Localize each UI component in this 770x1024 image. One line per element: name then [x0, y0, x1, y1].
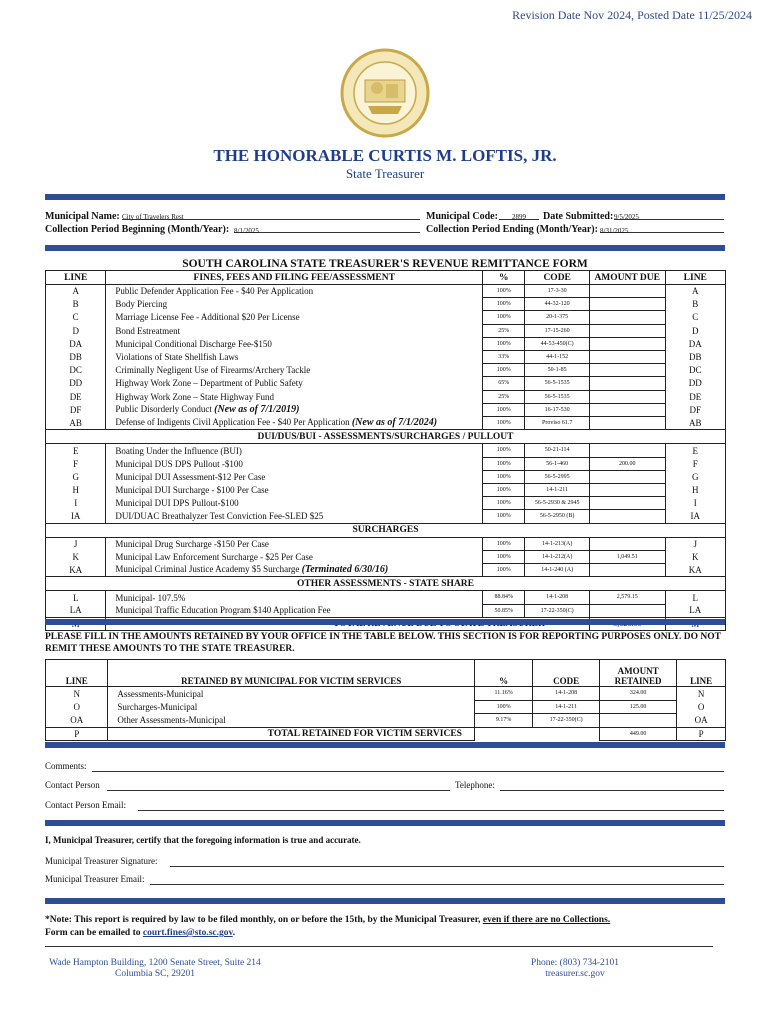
table-row	[46, 337, 726, 350]
line-id: L	[665, 591, 725, 604]
fee-code: Proviso 61.7	[525, 416, 589, 430]
line-id: I	[665, 497, 725, 510]
certification-statement: I, Municipal Treasurer, certify that the foregoing information is true and accurate.	[45, 835, 361, 845]
amount-due-field[interactable]	[589, 537, 665, 550]
fee-description-text: Highway Work Zone – Department of Public Safety	[115, 378, 303, 389]
column-header: %	[474, 660, 532, 687]
line-id: IA	[46, 510, 106, 523]
line-id: OA	[46, 714, 108, 728]
fee-description-text: Highway Work Zone – State Highway Fund	[115, 391, 274, 402]
fee-description	[106, 550, 483, 563]
line-id: D	[665, 324, 725, 337]
section-header: OTHER ASSESSMENTS - STATE SHARE	[46, 577, 726, 591]
line-id: F	[665, 457, 725, 470]
column-header: AMOUNT DUE	[589, 271, 665, 285]
line-id: L	[46, 591, 106, 604]
amount-due-field[interactable]: 2,579.15	[589, 591, 665, 604]
divider-bar	[45, 742, 725, 748]
divider-bar	[45, 820, 725, 826]
fee-percent: 100%	[483, 470, 525, 483]
fee-description-text: Body Piercing	[115, 299, 168, 310]
table-row	[46, 483, 726, 496]
fee-code: 14-1-212(A)	[525, 550, 589, 563]
fee-note: (Terminated 6/30/16)	[301, 564, 389, 576]
line-id: C	[46, 311, 106, 324]
line-id: DB	[665, 350, 725, 363]
table-row	[46, 714, 726, 728]
telephone-field[interactable]	[500, 781, 724, 791]
fee-code: 14-1-213(A)	[525, 537, 589, 550]
victim-code: 17-22-350(C)	[533, 714, 599, 728]
fee-code: 17-15-260	[525, 324, 589, 337]
fee-description	[106, 285, 483, 298]
table-row	[46, 497, 726, 510]
fee-description-text: Municipal- 107.5%	[115, 592, 186, 603]
treasurer-email-label: Municipal Treasurer Email:	[45, 874, 145, 884]
page-title: THE HONORABLE CURTIS M. LOFTIS, JR.	[213, 146, 557, 165]
fee-code: 44-53-450(C)	[525, 337, 589, 350]
fee-description	[106, 390, 483, 403]
signature-field[interactable]	[170, 857, 724, 867]
table-row	[46, 700, 726, 714]
victim-percent: 100%	[474, 700, 532, 714]
table-row	[46, 563, 726, 577]
fee-description-text: Bond Estreatment	[115, 325, 181, 336]
amount-due-field[interactable]	[589, 403, 665, 416]
fee-note: (New as of 7/1/2019)	[214, 404, 300, 416]
footer-website: treasurer.sc.gov	[545, 969, 605, 979]
table-row	[46, 604, 726, 617]
amount-due-field[interactable]	[589, 350, 665, 363]
fee-description-text: Municipal DUI DPS Pullout-$100	[115, 498, 239, 509]
section-header: DUI/DUS/BUI - ASSESSMENTS/SURCHARGES / PULLOUT	[46, 430, 726, 444]
amount-due-field[interactable]	[589, 510, 665, 523]
victim-total-label: TOTAL RETAINED FOR VICTIM SERVICES	[108, 727, 475, 741]
divider-bar	[45, 898, 725, 904]
fee-description-text: Municipal DUS DPS Pullout -$100	[115, 458, 243, 469]
column-header: RETAINED BY MUNICIPAL FOR VICTIM SERVICES	[108, 660, 475, 687]
line-id: LA	[46, 604, 106, 617]
amount-retained-field[interactable]: 324.00	[599, 687, 677, 701]
amount-due-field[interactable]	[589, 563, 665, 577]
collection-begin-label: Collection Period Beginning (Month/Year):	[45, 224, 230, 235]
column-header: %	[483, 271, 525, 285]
fee-description	[106, 470, 483, 483]
line-id: G	[665, 470, 725, 483]
fee-percent: 33%	[483, 350, 525, 363]
line-id: J	[665, 537, 725, 550]
page-subtitle: State Treasurer	[345, 166, 425, 181]
line-id: E	[665, 444, 725, 457]
amount-due-field[interactable]	[589, 311, 665, 324]
amount-due-field[interactable]: 200.00	[589, 457, 665, 470]
fee-percent: 100%	[483, 364, 525, 377]
footer-divider	[45, 946, 713, 947]
fee-percent: 100%	[483, 510, 525, 523]
fee-description-text: Municipal Conditional Discharge Fee-$150	[115, 338, 272, 349]
table-row	[46, 298, 726, 311]
collection-end-field[interactable]: 8/31/2025	[600, 220, 724, 233]
fee-percent: 100%	[483, 537, 525, 550]
municipal-code-field[interactable]: 2899	[499, 206, 539, 220]
fee-code: 14-1-240 (A)	[525, 563, 589, 577]
fee-description	[106, 364, 483, 377]
section-header: SURCHARGES	[46, 523, 726, 537]
fee-description-text: DUI/DUAC Breathalyzer Test Conviction Fee-SLED $25	[115, 511, 324, 522]
victim-percent: 9.17%	[474, 714, 532, 728]
line-id: I	[46, 497, 106, 510]
column-header: LINE	[677, 660, 726, 687]
fee-code: 17-3-30	[525, 285, 589, 298]
fee-code: 50-1-85	[525, 364, 589, 377]
comments-label: Comments:	[45, 761, 87, 771]
footer-phone: Phone: (803) 734-2101	[530, 958, 620, 968]
fee-description	[106, 403, 483, 416]
state-seal-logo	[340, 48, 430, 138]
amount-due-field[interactable]	[589, 470, 665, 483]
contact-email-label: Contact Person Email:	[45, 800, 126, 810]
fee-description-text: Municipal DUI Surcharge - $100 Per Case	[115, 485, 269, 496]
fee-code: 56-5-2930 & 2945	[525, 497, 589, 510]
line-id: H	[46, 483, 106, 496]
fee-description	[106, 483, 483, 496]
line-id: DC	[46, 364, 106, 377]
fee-code: 56-5-1535	[525, 390, 589, 403]
fee-description-text: Defense of Indigents Civil Application Fee - $40 Per Application	[115, 417, 352, 428]
column-header: CODE	[533, 660, 599, 687]
line-id: IA	[665, 510, 725, 523]
line-id: DC	[665, 364, 725, 377]
fee-percent: 100%	[483, 311, 525, 324]
section-header-row	[46, 523, 726, 537]
fee-code: 44-32-120	[525, 298, 589, 311]
line-id: AB	[46, 416, 106, 430]
fee-percent: 100%	[483, 403, 525, 416]
fee-code: 20-1-375	[525, 311, 589, 324]
line-id: DA	[46, 337, 106, 350]
amount-retained-field[interactable]: 125.00	[599, 700, 677, 714]
column-header: LINE	[665, 271, 725, 285]
amount-due-field[interactable]	[589, 444, 665, 457]
line-id: K	[665, 550, 725, 563]
table-row	[46, 510, 726, 523]
table-row	[46, 285, 726, 298]
amount-due-field[interactable]	[589, 416, 665, 430]
line-id: N	[46, 687, 108, 701]
fee-description-text: Municipal Law Enforcement Surcharge - $25 Per Case	[115, 551, 313, 562]
fee-description	[106, 444, 483, 457]
line-id: DB	[46, 350, 106, 363]
victim-services-note: PLEASE FILL IN THE AMOUNTS RETAINED BY YOUR OFFICE IN THE TABLE BELOW. THIS SECTION IS FOR REPORTING PURPOSES ONLY. DO NOT REMIT THESE AMOUNTS TO THE STATE TREASURER.	[45, 632, 721, 654]
municipal-code-label: Municipal Code:	[426, 211, 498, 222]
line-id: P	[46, 727, 108, 741]
fee-percent: 100%	[483, 444, 525, 457]
fee-code: 56-5-1535	[525, 377, 589, 390]
amount-due-field[interactable]	[589, 390, 665, 403]
fee-percent: 100%	[483, 483, 525, 496]
line-id: DF	[46, 403, 106, 416]
table-row	[46, 416, 726, 430]
fee-description-text: Violations of State Shellfish Laws	[115, 352, 239, 363]
collection-begin-field[interactable]: 8/1/2025	[234, 220, 420, 233]
fee-description	[106, 510, 483, 523]
amount-due-field[interactable]	[589, 483, 665, 496]
fee-percent: 50.85%	[483, 604, 525, 617]
remittance-header-row	[46, 271, 726, 285]
divider-bar	[45, 619, 725, 625]
line-id: DE	[665, 390, 725, 403]
line-id: F	[46, 457, 106, 470]
table-row	[46, 687, 726, 701]
table-row	[46, 390, 726, 403]
table-row	[46, 550, 726, 563]
fee-description	[106, 591, 483, 604]
amount-due-field[interactable]	[589, 604, 665, 617]
line-id: P	[677, 727, 726, 741]
table-row	[46, 591, 726, 604]
line-id: DF	[665, 403, 725, 416]
contact-email-field[interactable]	[138, 801, 724, 811]
victim-total-amount: 449.00	[599, 727, 677, 741]
fee-description-text: Public Disorderly Conduct	[115, 404, 215, 415]
victim-total-row	[46, 727, 726, 741]
fee-percent: 100%	[483, 563, 525, 577]
footer-contact	[490, 958, 660, 980]
fee-percent: 100%	[483, 457, 525, 470]
date-submitted-label: Date Submitted:	[543, 211, 614, 222]
collection-end-label: Collection Period Ending (Month/Year):	[426, 224, 598, 235]
footer-note: *Note: This report is required by law to be filed monthly, on or before the 15th, by the Municipal Treasurer, even if there are no Collections. Form can be emailed to court.fines@sto.sc.gov.	[45, 915, 611, 938]
fee-description	[106, 497, 483, 510]
fee-description	[106, 311, 483, 324]
amount-due-field[interactable]	[589, 497, 665, 510]
divider-bar	[45, 194, 725, 200]
fee-description	[106, 350, 483, 363]
victim-percent: 11.16%	[474, 687, 532, 701]
fee-percent: 100%	[483, 285, 525, 298]
amount-due-field[interactable]	[589, 364, 665, 377]
line-id: KA	[46, 563, 106, 577]
line-id: AB	[665, 416, 725, 430]
column-header: FINES, FEES AND FILING FEE/ASSESSMENT	[106, 271, 483, 285]
fee-description	[106, 324, 483, 337]
table-row	[46, 364, 726, 377]
table-row	[46, 350, 726, 363]
line-id: DD	[46, 377, 106, 390]
column-header: LINE	[46, 660, 108, 687]
line-id: A	[46, 285, 106, 298]
line-id: A	[665, 285, 725, 298]
fee-code: 14-1-211	[525, 483, 589, 496]
line-id: B	[665, 298, 725, 311]
line-id: D	[46, 324, 106, 337]
fee-description	[106, 563, 483, 577]
line-id: C	[665, 311, 725, 324]
amount-due-field[interactable]	[589, 377, 665, 390]
line-id: G	[46, 470, 106, 483]
line-id: O	[677, 700, 726, 714]
fee-description	[106, 457, 483, 470]
amount-due-field[interactable]	[589, 337, 665, 350]
spacer-cell	[474, 727, 532, 741]
signature-label: Municipal Treasurer Signature:	[45, 856, 158, 866]
column-header: CODE	[525, 271, 589, 285]
fee-percent: 100%	[483, 550, 525, 563]
fee-description	[106, 298, 483, 311]
footer-address: Wade Hampton Building, 1200 Senate Street, Suite 214 Columbia SC, 29201	[49, 958, 261, 979]
victim-description: Assessments-Municipal	[108, 687, 475, 701]
table-row	[46, 457, 726, 470]
fee-percent: 65%	[483, 377, 525, 390]
fee-description	[106, 537, 483, 550]
contact-person-label: Contact Person	[45, 780, 100, 790]
form-title: SOUTH CAROLINA STATE TREASURER'S REVENUE REMITTANCE FORM	[182, 258, 588, 270]
fee-description-text: Criminally Negligent Use of Firearms/Archery Tackle	[115, 365, 311, 376]
remittance-table	[45, 270, 726, 631]
fee-note: (New as of 7/1/2024)	[351, 417, 438, 429]
fee-description	[106, 337, 483, 350]
table-row	[46, 444, 726, 457]
fee-description-text: Municipal Drug Surcharge -$150 Per Case	[115, 538, 269, 549]
amount-due-field[interactable]	[589, 298, 665, 311]
fee-code: 56-5-2950 (B)	[525, 510, 589, 523]
fee-description-text: Municipal Criminal Justice Academy $5 Surcharge	[115, 564, 302, 575]
comments-field[interactable]	[92, 762, 724, 772]
fee-description	[106, 604, 483, 617]
contact-person-field[interactable]	[107, 781, 450, 791]
treasurer-email-field[interactable]	[150, 875, 724, 885]
table-row	[46, 537, 726, 550]
fee-percent: 25%	[483, 324, 525, 337]
victim-services-table	[45, 659, 726, 741]
fee-code: 14-1-208	[525, 591, 589, 604]
line-id: J	[46, 537, 106, 550]
fee-percent: 25%	[483, 390, 525, 403]
court-fines-email-link[interactable]: court.fines@sto.sc.gov	[142, 928, 233, 938]
fee-description-text: Marriage License Fee - Additional $20 Per License	[115, 312, 300, 323]
section-header-row	[46, 577, 726, 591]
municipal-name-label: Municipal Name:	[45, 211, 120, 222]
fee-code: 50-21-114	[525, 444, 589, 457]
column-header: AMOUNT RETAINED	[599, 660, 677, 687]
municipal-name-field[interactable]: City of Travelers Rest	[122, 206, 420, 220]
line-id: DE	[46, 390, 106, 403]
line-id: DA	[665, 337, 725, 350]
line-id: OA	[677, 714, 726, 728]
fee-code: 56-5-2995	[525, 470, 589, 483]
table-row	[46, 324, 726, 337]
amount-due-field[interactable]	[589, 324, 665, 337]
line-id: N	[677, 687, 726, 701]
fee-description-text: Boating Under the Influence (BUI)	[115, 445, 242, 456]
revision-date: Revision Date Nov 2024, Posted Date 11/25/2024	[512, 8, 752, 22]
line-id: KA	[665, 563, 725, 577]
fee-code: 17-22-350(C)	[525, 604, 589, 617]
fee-description	[106, 416, 483, 430]
fee-percent: 100%	[483, 497, 525, 510]
table-row	[46, 377, 726, 390]
line-id: DD	[665, 377, 725, 390]
fee-description	[106, 377, 483, 390]
fee-description-text: Municipal DUI Assessment-$12 Per Case	[115, 471, 266, 482]
line-id: O	[46, 700, 108, 714]
amount-due-field[interactable]	[589, 285, 665, 298]
victim-description: Other Assessments-Municipal	[108, 714, 475, 728]
line-id: LA	[665, 604, 725, 617]
fee-percent: 100%	[483, 416, 525, 430]
table-row	[46, 403, 726, 416]
amount-due-field[interactable]: 1,049.51	[589, 550, 665, 563]
section-header-row	[46, 430, 726, 444]
column-header: LINE	[46, 271, 106, 285]
telephone-label: Telephone:	[455, 780, 495, 790]
line-id: H	[665, 483, 725, 496]
date-submitted-field[interactable]: 9/5/2025	[614, 206, 724, 220]
table-row	[46, 311, 726, 324]
fee-percent: 100%	[483, 337, 525, 350]
fee-code: 56-1-460	[525, 457, 589, 470]
victim-header-row	[46, 660, 726, 687]
line-id: B	[46, 298, 106, 311]
amount-retained-field[interactable]	[599, 714, 677, 728]
victim-code: 14-1-211	[533, 700, 599, 714]
fee-code: 16-17-530	[525, 403, 589, 416]
spacer-cell	[533, 727, 599, 741]
table-row	[46, 470, 726, 483]
fee-percent: 100%	[483, 298, 525, 311]
victim-description: Surcharges-Municipal	[108, 700, 475, 714]
fee-code: 44-1-152	[525, 350, 589, 363]
victim-code: 14-1-208	[533, 687, 599, 701]
fee-percent: 88.84%	[483, 591, 525, 604]
line-id: K	[46, 550, 106, 563]
divider-bar	[45, 245, 725, 251]
fee-description-text: Public Defender Application Fee - $40 Per Application	[115, 286, 314, 297]
fee-description-text: Municipal Traffic Education Program $140 Application Fee	[115, 605, 331, 616]
line-id: E	[46, 444, 106, 457]
